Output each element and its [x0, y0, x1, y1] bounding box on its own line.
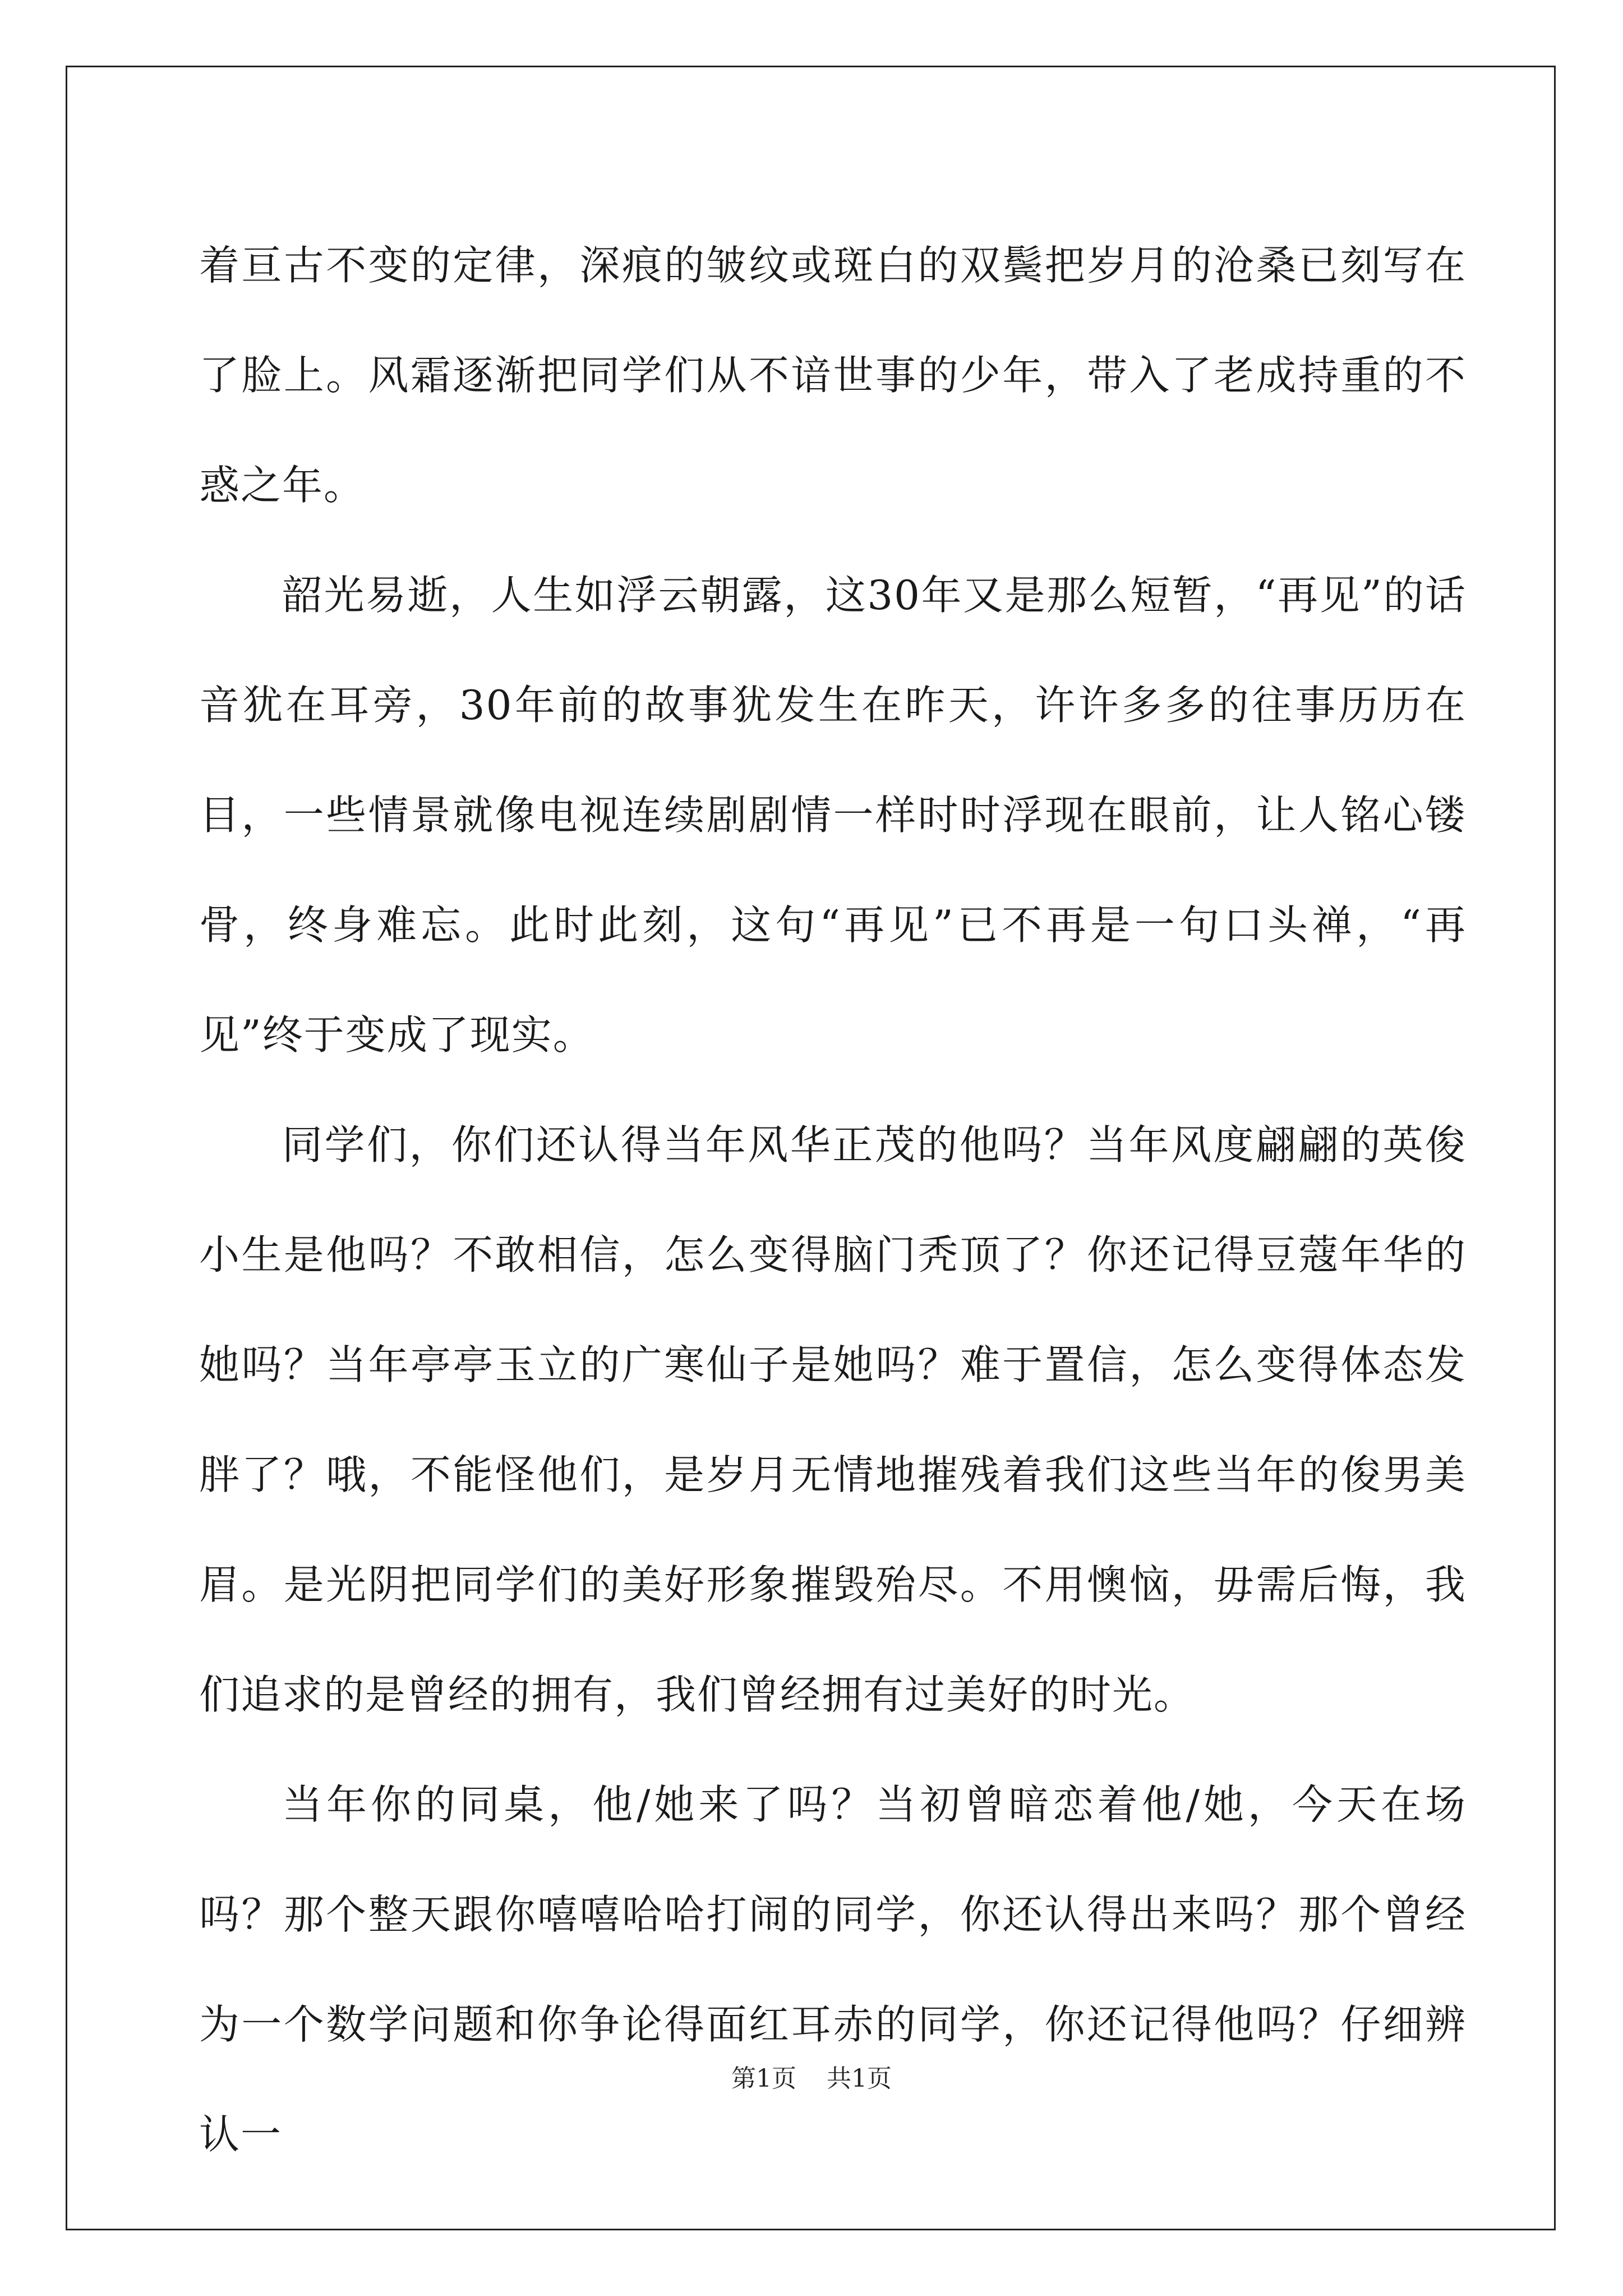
page-number: 第1页 [731, 2064, 796, 2093]
paragraph-3: 同学们，你们还认得当年风华正茂的他吗？当年风度翩翩的英俊小生是他吗？不敢相信，怎么变得脑门秃顶了？你还记得豆蔻年华的她吗？当年亭亭玉立的广寒仙子是她吗？难于置信，怎么变得体态发胖了？哦，不能怪他们，是岁月无情地摧残着我们这些当年的俊男美眉。是光阴把同学们的美好形象摧毁殆尽。不用懊恼，毋需后悔，我们追求的是曾经的拥有，我们曾经拥有过美好的时光。 [199, 1121, 1467, 1718]
page-footer [0, 2062, 1623, 2096]
document-body [199, 210, 1467, 2189]
paragraph-1: 着亘古不变的定律，深痕的皱纹或斑白的双鬓把岁月的沧桑已刻写在了脸上。风霜逐渐把同学们从不谙世事的少年，带入了老成持重的不惑之年。 [199, 242, 1467, 509]
paragraph-2: 韶光易逝，人生如浮云朝露，这30年又是那么短暂，“再见”的话音犹在耳旁，30年前的故事犹发生在昨天，许许多多的往事历历在目，一些情景就像电视连续剧剧情一样时时浮现在眼前，让人铭心镂骨，终身难忘。此时此刻，这句“再见”已不再是一句口头禅，“再见”终于变成了现实。 [199, 572, 1467, 1059]
page-total: 共1页 [827, 2064, 892, 2093]
paragraph-4: 当年你的同桌，他/她来了吗？当初曾暗恋着他/她，今天在场吗？那个整天跟你嘻嘻哈哈打闹的同学，你还认得出来吗？那个曾经为一个数学问题和你争论得面红耳赤的同学，你还记得他吗？仔细辨认一 [199, 1781, 1467, 2158]
